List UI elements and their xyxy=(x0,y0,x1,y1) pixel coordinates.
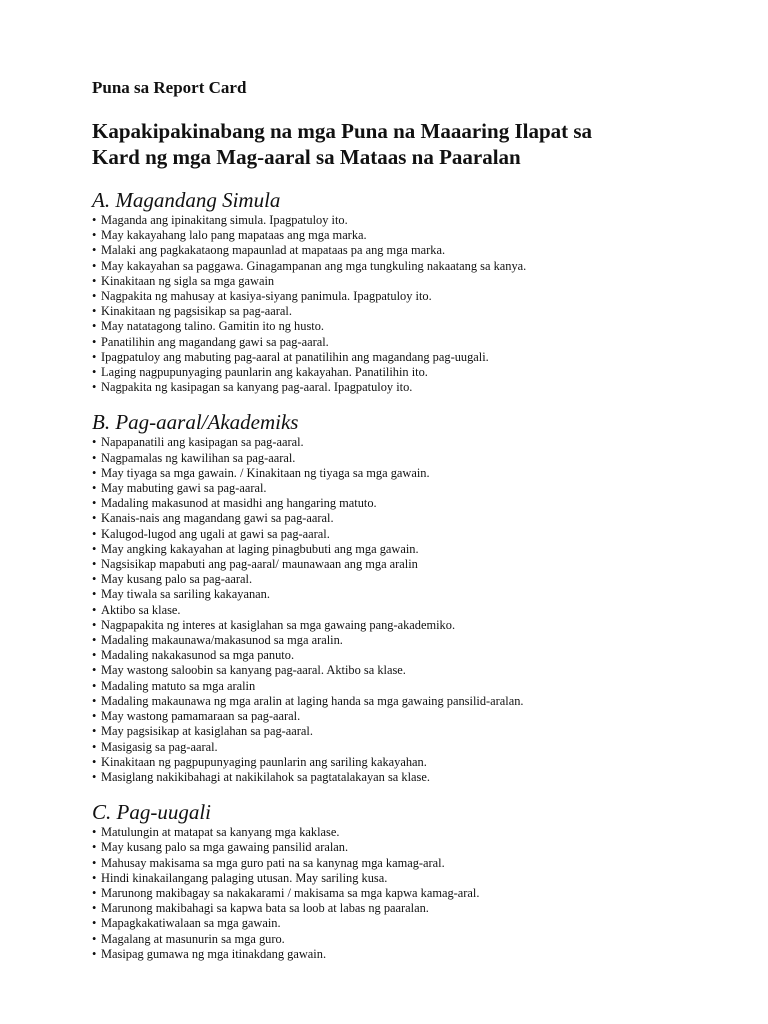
bullet-icon: • xyxy=(92,693,97,708)
bullet-icon: • xyxy=(92,450,97,465)
list-item xyxy=(92,856,742,871)
list-item xyxy=(92,901,742,916)
list-item xyxy=(92,663,742,678)
list-item xyxy=(92,947,742,962)
bullet-icon: • xyxy=(92,334,97,349)
list-item xyxy=(92,481,742,496)
bullet-icon: • xyxy=(92,511,97,526)
bullet-icon: • xyxy=(92,678,97,693)
list-item-text: Mahusay makisama sa mga guro pati na sa kanynag mga kamag-aral. xyxy=(101,855,445,870)
list-item-text: May tiwala sa sariling kakayanan. xyxy=(101,587,270,602)
list-item-text: Madaling makaunawa ng mga aralin at laging handa sa mga gawaing pansilid-aralan. xyxy=(101,693,524,708)
comment-list xyxy=(92,825,742,962)
bullet-icon: • xyxy=(92,754,97,769)
list-item-text: Kinakitaan ng sigla sa mga gawain xyxy=(101,273,275,288)
section-2 xyxy=(92,409,742,785)
list-item xyxy=(92,618,742,633)
list-item-text: Malaki ang pagkakataong mapaunlad at mapataas pa ang mga marka. xyxy=(101,243,446,258)
list-item-text: Matulungin at matapat sa kanyang mga kaklase. xyxy=(101,825,340,840)
bullet-icon: • xyxy=(92,709,97,724)
bullet-icon: • xyxy=(92,258,97,273)
list-item xyxy=(92,840,742,855)
list-item-text: Aktibo sa klase. xyxy=(101,602,181,617)
bullet-icon: • xyxy=(92,572,97,587)
bullet-icon: • xyxy=(92,663,97,678)
list-item xyxy=(92,435,742,450)
list-item xyxy=(92,709,742,724)
list-item xyxy=(92,466,742,481)
bullet-icon: • xyxy=(92,825,97,840)
list-item-text: Hindi kinakailangang palaging utusan. May sariling kusa. xyxy=(101,870,388,885)
list-item xyxy=(92,335,742,350)
comment-list xyxy=(92,435,742,785)
list-item-text: Mapagkakatiwalaan sa mga gawain. xyxy=(101,916,281,931)
list-item xyxy=(92,557,742,572)
list-item-text: May kusang palo sa pag-aaral. xyxy=(101,572,253,587)
list-item-text: Kinakitaan ng pagpupunyaging paunlarin ang sariling kakayahan. xyxy=(101,754,427,769)
list-item xyxy=(92,496,742,511)
list-item-text: Masiglang nakikibahagi at nakikilahok sa pagtatalakayan sa klase. xyxy=(101,769,430,784)
list-item-text: Madaling makaunawa/makasunod sa mga aralin. xyxy=(101,633,343,648)
section-heading: A. Magandang Simula xyxy=(92,188,281,212)
bullet-icon: • xyxy=(92,587,97,602)
list-item-text: Masigasig sa pag-aaral. xyxy=(101,739,218,754)
bullet-icon: • xyxy=(92,465,97,480)
list-item-text: Napapanatili ang kasipagan sa pag-aaral. xyxy=(101,435,304,450)
bullet-icon: • xyxy=(92,946,97,961)
list-item xyxy=(92,770,742,785)
bullet-icon: • xyxy=(92,541,97,556)
list-item xyxy=(92,289,742,304)
list-item xyxy=(92,871,742,886)
bullet-icon: • xyxy=(92,289,97,304)
list-item xyxy=(92,380,742,395)
list-item xyxy=(92,274,742,289)
list-item xyxy=(92,572,742,587)
list-item xyxy=(92,740,742,755)
bullet-icon: • xyxy=(92,617,97,632)
bullet-icon: • xyxy=(92,243,97,258)
list-item xyxy=(92,648,742,663)
document-title: Puna sa Report Card xyxy=(92,78,247,97)
bullet-icon: • xyxy=(92,435,97,450)
list-item xyxy=(92,243,742,258)
list-item-text: May kakayahang lalo pang mapataas ang mga marka. xyxy=(101,228,367,243)
bullet-icon: • xyxy=(92,916,97,931)
list-item xyxy=(92,451,742,466)
list-item-text: Marunong makibahagi sa kapwa bata sa loob at labas ng paaralan. xyxy=(101,901,429,916)
list-item-text: Madaling nakakasunod sa mga panuto. xyxy=(101,648,295,663)
document-subtitle xyxy=(92,118,742,170)
list-item xyxy=(92,603,742,618)
list-item xyxy=(92,350,742,365)
list-item-text: Madaling makasunod at masidhi ang hangaring matuto. xyxy=(101,496,377,511)
bullet-icon: • xyxy=(92,557,97,572)
bullet-icon: • xyxy=(92,213,97,227)
section-heading: B. Pag-aaral/Akademiks xyxy=(92,410,299,435)
bullet-icon: • xyxy=(92,496,97,511)
list-item-text: Nagpakita ng mahusay at kasiya-siyang panimula. Ipagpatuloy ito. xyxy=(101,289,432,304)
bullet-icon: • xyxy=(92,648,97,663)
section-3 xyxy=(92,799,742,962)
bullet-icon: • xyxy=(92,304,97,319)
list-item-text: Magalang at masunurin sa mga guro. xyxy=(101,931,285,946)
list-item-text: Nagpamalas ng kawilihan sa pag-aaral. xyxy=(101,450,296,465)
comment-sections xyxy=(92,187,742,962)
section-heading: C. Pag-uugali xyxy=(92,800,211,825)
list-item-text: Kalugod-lugod ang ugali at gawi sa pag-aaral. xyxy=(101,526,330,541)
bullet-icon: • xyxy=(92,319,97,334)
list-item xyxy=(92,932,742,947)
comment-list xyxy=(92,213,742,395)
bullet-icon: • xyxy=(92,840,97,855)
bullet-icon: • xyxy=(92,349,97,364)
list-item xyxy=(92,587,742,602)
bullet-icon: • xyxy=(92,855,97,870)
list-item xyxy=(92,633,742,648)
bullet-icon: • xyxy=(92,633,97,648)
list-item-text: May kakayahan sa paggawa. Ginagampanan ang mga tungkuling nakaatang sa kanya. xyxy=(101,258,527,273)
list-item xyxy=(92,886,742,901)
list-item xyxy=(92,304,742,319)
list-item xyxy=(92,724,742,739)
bullet-icon: • xyxy=(92,273,97,288)
list-item-text: Nagsisikap mapabuti ang pag-aaral/ maunawaan ang mga aralin xyxy=(101,557,418,572)
list-item-text: May angking kakayahan at laging pinagbubuti ang mga gawain. xyxy=(101,541,419,556)
list-item-text: May pagsisikap at kasiglahan sa pag-aaral. xyxy=(101,724,313,739)
list-item xyxy=(92,825,742,840)
list-item xyxy=(92,679,742,694)
bullet-icon: • xyxy=(92,885,97,900)
list-item xyxy=(92,527,742,542)
list-item-text: Nagpakita ng kasipagan sa kanyang pag-aaral. Ipagpatuloy ito. xyxy=(101,380,413,395)
list-item xyxy=(92,694,742,709)
bullet-icon: • xyxy=(92,739,97,754)
list-item-text: Kinakitaan ng pagsisikap sa pag-aaral. xyxy=(101,304,292,319)
list-item-text: May wastong pamamaraan sa pag-aaral. xyxy=(101,709,301,724)
list-item-text: Nagpapakita ng interes at kasiglahan sa mga gawaing pang-akademiko. xyxy=(101,617,456,632)
list-item xyxy=(92,542,742,557)
list-item-text: May tiyaga sa mga gawain. / Kinakitaan ng tiyaga sa mga gawain. xyxy=(101,465,430,480)
bullet-icon: • xyxy=(92,481,97,496)
list-item xyxy=(92,365,742,380)
list-item xyxy=(92,916,742,931)
bullet-icon: • xyxy=(92,365,97,380)
bullet-icon: • xyxy=(92,602,97,617)
list-item-text: Madaling matuto sa mga aralin xyxy=(101,678,256,693)
bullet-icon: • xyxy=(92,526,97,541)
bullet-icon: • xyxy=(92,769,97,784)
list-item-text: May kusang palo sa mga gawaing pansilid aralan. xyxy=(101,840,349,855)
document-page xyxy=(92,78,742,976)
list-item-text: Kanais-nais ang magandang gawi sa pag-aaral. xyxy=(101,511,334,526)
bullet-icon: • xyxy=(92,380,97,395)
list-item-text: May mabuting gawi sa pag-aaral. xyxy=(101,481,267,496)
list-item-text: Panatilihin ang magandang gawi sa pag-aaral. xyxy=(101,334,329,349)
list-item-text: Laging nagpupunyaging paunlarin ang kakayahan. Panatilihin ito. xyxy=(101,365,428,380)
list-item-text: Maganda ang ipinakitang simula. Ipagpatuloy ito. xyxy=(101,213,348,227)
list-item xyxy=(92,213,742,228)
list-item-text: Masipag gumawa ng mga itinakdang gawain. xyxy=(101,946,327,961)
list-item xyxy=(92,228,742,243)
list-item-text: Ipagpatuloy ang mabuting pag-aaral at panatilihin ang magandang pag-uugali. xyxy=(101,349,489,364)
bullet-icon: • xyxy=(92,901,97,916)
document-subtitle-line-1: Kapakipakinabang na mga Puna na Maaaring Ilapat sa xyxy=(92,119,593,143)
list-item-text: Marunong makibagay sa nakakarami / makisama sa mga kapwa kamag-aral. xyxy=(101,885,480,900)
list-item-text: May natatagong talino. Gamitin ito ng husto. xyxy=(101,319,325,334)
list-item xyxy=(92,511,742,526)
bullet-icon: • xyxy=(92,870,97,885)
document-subtitle-line-2: Kard ng mga Mag-aaral sa Mataas na Paaralan xyxy=(92,145,521,169)
list-item xyxy=(92,319,742,334)
section-1 xyxy=(92,187,742,395)
list-item-text: May wastong saloobin sa kanyang pag-aaral. Aktibo sa klase. xyxy=(101,663,406,678)
list-item xyxy=(92,259,742,274)
bullet-icon: • xyxy=(92,931,97,946)
bullet-icon: • xyxy=(92,228,97,243)
list-item xyxy=(92,755,742,770)
bullet-icon: • xyxy=(92,724,97,739)
